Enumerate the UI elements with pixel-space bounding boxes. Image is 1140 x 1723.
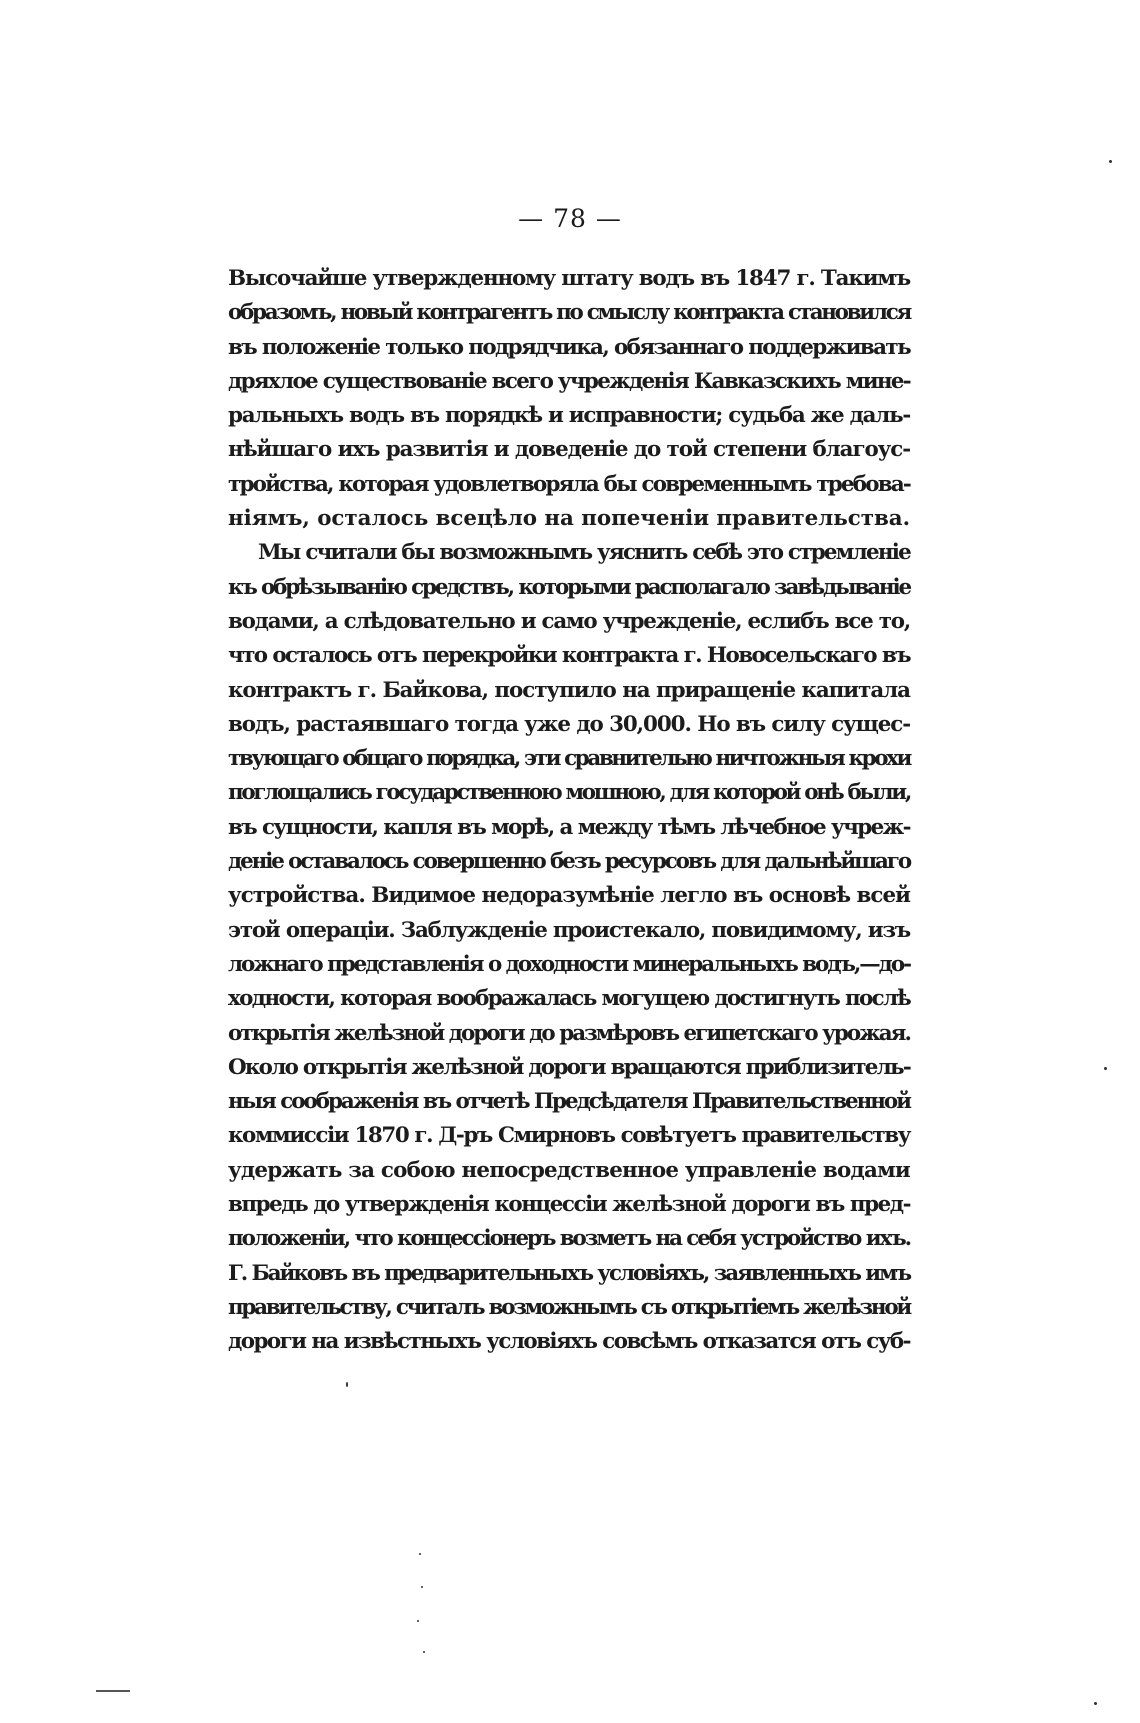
- text-line: дряхлое существованіе всего учрежденія Кавказскихъ мине-: [228, 368, 910, 394]
- text-line: ральныхъ водъ въ порядкѣ и исправности; судьба же даль-: [228, 403, 910, 429]
- text-line: деніе оставалось совершенно безъ ресурсовъ для дальнѣйшаго: [228, 849, 910, 875]
- text-line: ніямъ, осталось всецѣло на попеченіи правительства.: [228, 506, 910, 532]
- text-line: впредь до утвержденія концессіи желѣзной дороги въ пред-: [228, 1192, 910, 1218]
- text-line: что осталось отъ перекройки контракта г. Новосельскаго въ: [228, 643, 910, 669]
- scan-speck: [1109, 160, 1112, 163]
- text-line: ложнаго представленія о доходности минеральныхъ водъ,—до-: [228, 951, 910, 977]
- page-number: — 78 —: [518, 204, 622, 233]
- text-line: образомъ, новый контрагентъ по смыслу контракта становился: [228, 300, 910, 326]
- text-line: твующаго общаго порядка, эти сравнительно ничтожныя крохи: [228, 746, 910, 772]
- text-line: открытія желѣзной дороги до размѣровъ египетскаго урожая.: [228, 1020, 910, 1046]
- text-line: этой операціи. Заблужденіе проистекало, повидимому, изъ: [228, 917, 910, 943]
- text-line: ныя соображенія въ отчетѣ Предсѣдателя Правительственной: [228, 1089, 910, 1115]
- text-line: поглощались государственною мошною, для которой онѣ были,: [228, 780, 910, 806]
- text-line: въ положеніе только подрядчика, обязаннаго поддерживать: [228, 334, 910, 360]
- scan-speck: [423, 1651, 425, 1653]
- scan-speck: [417, 1620, 419, 1622]
- scan-speck: [1094, 1702, 1097, 1705]
- text-line: контрактъ г. Байкова, поступило на приращеніе капитала: [228, 677, 910, 703]
- text-line: ходности, которая воображалась могущею достигнуть послѣ: [228, 986, 910, 1012]
- text-line: удержать за собою непосредственное управленіе водами: [228, 1157, 910, 1183]
- text-line: тройства, которая удовлетворяла бы современнымъ требова-: [228, 471, 910, 497]
- text-line: водами, а слѣдовательно и само учрежденіе, еслибъ все то,: [228, 608, 910, 634]
- paragraph-2: [228, 536, 910, 1359]
- paragraph-1: [228, 262, 910, 536]
- text-line: Высочайше утвержденному штату водъ въ 1847 г. Такимъ: [228, 266, 910, 291]
- text-line: дороги на извѣстныхъ условіяхъ совсѣмъ отказатся отъ суб-: [228, 1329, 910, 1355]
- scan-speck: [419, 1553, 421, 1555]
- text-line: къ обрѣзыванію средствъ, которыми располагало завѣдываніе: [228, 574, 910, 600]
- body-text: [228, 262, 910, 1360]
- text-line: коммиссіи 1870 г. Д-ръ Смирновъ совѣтуетъ правительству: [228, 1123, 910, 1149]
- text-line: нѣйшаго ихъ развитія и доведеніе до той степени благоус-: [228, 437, 910, 463]
- text-line: Около открытія желѣзной дороги вращаются приблизитель-: [228, 1054, 910, 1080]
- scan-speck: [421, 1586, 423, 1588]
- scan-mark: [96, 1690, 130, 1692]
- text-line: водъ, растаявшаго тогда уже до 30,000. Но въ силу сущес-: [228, 711, 910, 737]
- text-line: въ сущности, капля въ морѣ, а между тѣмъ лѣчебное учреж-: [228, 814, 910, 840]
- text-line: положеніи, что концессіонеръ возметъ на себя устройство ихъ.: [228, 1226, 910, 1252]
- scan-speck: [1104, 1067, 1107, 1070]
- scan-speck: [346, 1382, 348, 1387]
- text-line: правительству, считалъ возможнымъ съ открытіемъ желѣзной: [228, 1294, 910, 1320]
- text-line: Мы считали бы возможнымъ уяснить себѣ это стремленіе: [258, 540, 910, 566]
- text-line: Г. Байковъ въ предварительныхъ условіяхъ, заявленныхъ имъ: [228, 1260, 910, 1286]
- text-line: устройства. Видимое недоразумѣніе легло въ основѣ всей: [228, 883, 910, 909]
